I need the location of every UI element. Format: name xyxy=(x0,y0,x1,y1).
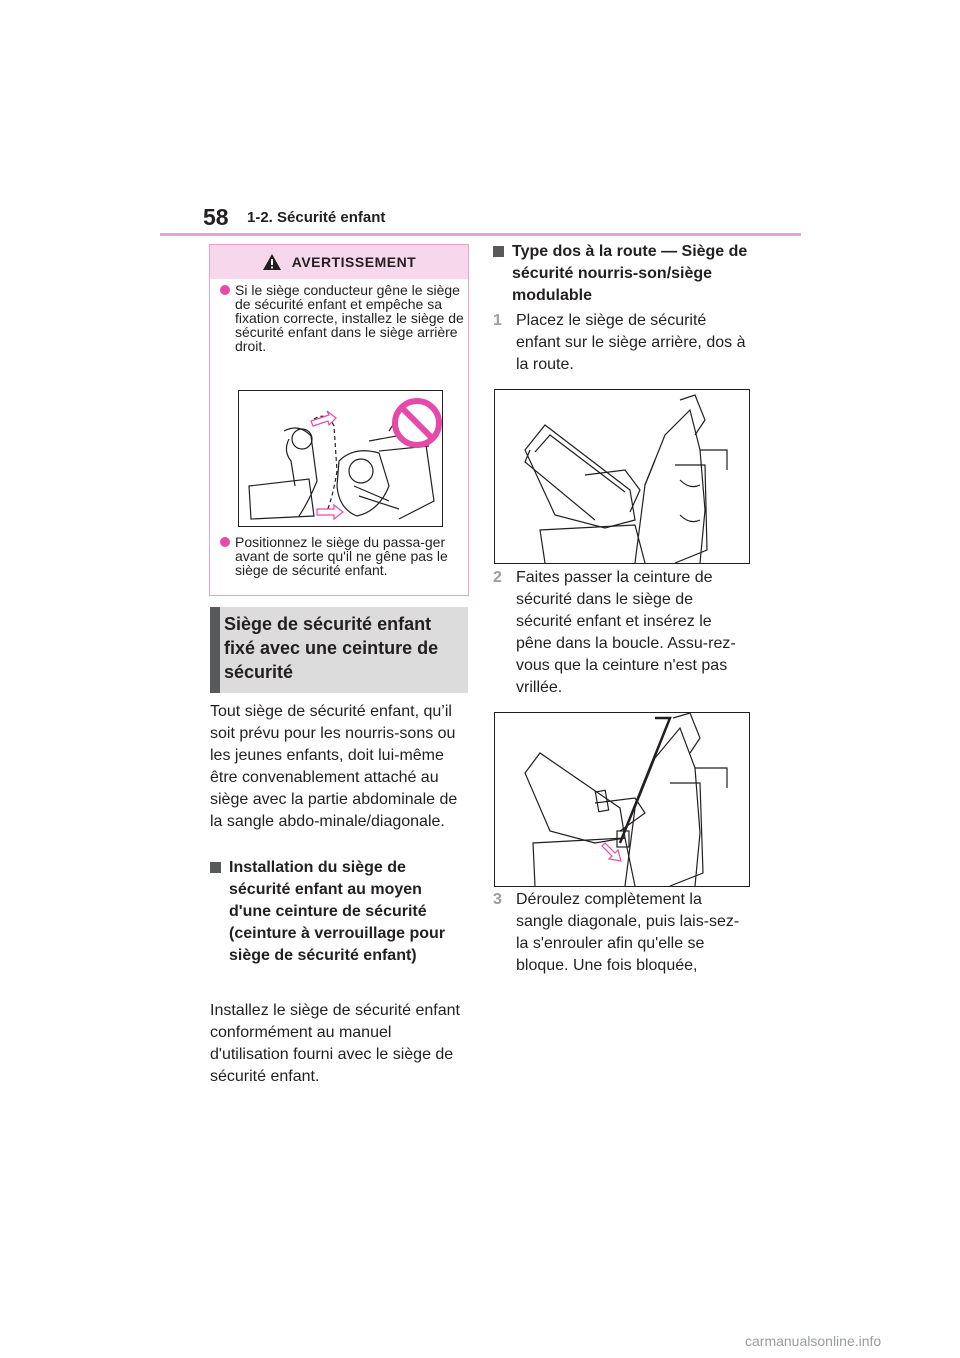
square-bullet-icon xyxy=(493,246,504,257)
page-number: 58 xyxy=(203,204,229,230)
watermark: carmanualsonline.info xyxy=(745,1333,882,1349)
subheading-installation-text: Installation du siège de sécurité enfant au moyen d'une ceinture de sécurité (ceinture à verrouillage pour siège de sécurité enfant) xyxy=(229,859,446,964)
subheading-rear-facing xyxy=(493,241,751,307)
step-number: 3 xyxy=(493,891,502,908)
installation-paragraph: Installez le siège de sécurité enfant conformément au manuel d'utilisation fourni avec le siège de sécurité enfant. xyxy=(210,1002,460,1085)
step-number: 2 xyxy=(493,569,502,586)
square-bullet-icon xyxy=(210,862,221,873)
step-text: Placez le siège de sécurité enfant sur le siège arrière, dos à la route. xyxy=(516,312,746,373)
step-text: Faites passer la ceinture de sécurité dans le siège de sécurité enfant et insérez le pêne dans la boucle. Assu-rez-vous que la ceinture n'est pas vrillée. xyxy=(516,569,736,696)
subheading-installation xyxy=(210,857,468,967)
bullet-dot-icon xyxy=(220,537,230,547)
section-heading-accent xyxy=(210,607,220,693)
bullet-dot-icon xyxy=(220,285,230,295)
step-number: 1 xyxy=(493,312,502,329)
section-heading: Siège de sécurité enfant fixé avec une ceinture de sécurité xyxy=(224,614,439,682)
step-2 xyxy=(493,567,751,699)
warning-header xyxy=(210,245,468,279)
warning-bullet-text: Si le siège conducteur gêne le siège de sécurité enfant et empêche sa fixation correcte, installez le siège de sécurité enfant dans le siège arrière droit. xyxy=(235,282,464,354)
warning-bullet-1 xyxy=(220,283,465,353)
step-1 xyxy=(493,310,751,376)
subheading-rear-facing-text: Type dos à la route — Siège de sécurité nourris-son/siège modulable xyxy=(512,243,748,304)
warning-bullet-2 xyxy=(220,535,465,577)
warning-bullet-text: Positionnez le siège du passa-ger avant de sorte qu'il ne gêne pas le siège de sécurité enfant. xyxy=(235,534,448,578)
belt-routing-illustration xyxy=(494,712,750,887)
header-divider xyxy=(160,233,801,236)
no-front-seat-interference-illustration xyxy=(238,390,443,527)
step-3 xyxy=(493,889,751,977)
warning-box xyxy=(209,244,469,596)
step-text: Déroulez complètement la sangle diagonale, puis lais-sez-la s'enrouler afin qu'elle se bloque. Une fois bloquée, xyxy=(516,891,740,974)
section-title: 1-2. Sécurité enfant xyxy=(247,209,386,226)
rear-facing-seat-placement-illustration xyxy=(494,389,750,564)
intro-paragraph: Tout siège de sécurité enfant, qu’il soit prévu pour les nourris-sons ou les jeunes enfants, doit lui-même être convenablement attaché au siège avec la partie abdominale de la sangle abdo-minale/diagonale. xyxy=(210,703,458,830)
warning-title: AVERTISSEMENT xyxy=(291,254,417,270)
warning-triangle-icon xyxy=(262,253,282,271)
